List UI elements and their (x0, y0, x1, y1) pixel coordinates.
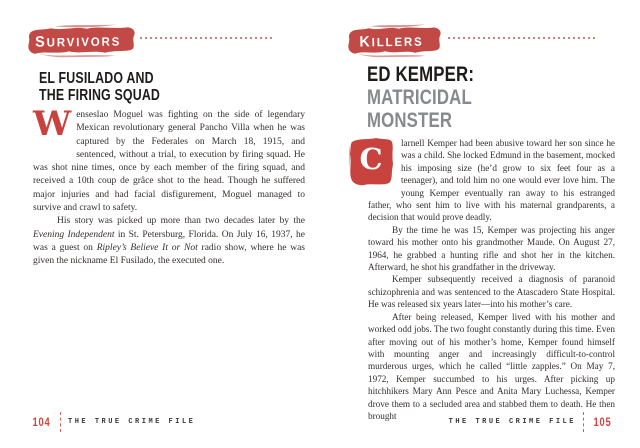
article-title-line1: ED KEMPER: (367, 63, 475, 86)
page-footer (449, 410, 614, 434)
section-label: SURVIVORS (35, 33, 122, 51)
article-title-line2: MATRICIDAL (367, 86, 472, 109)
paragraph (359, 137, 615, 224)
paragraph (368, 311, 615, 423)
article-title-line2: THE FIRING SQUAD (39, 87, 161, 104)
page-right (320, 0, 640, 448)
page-number: 104 (32, 415, 51, 429)
paragraph-text: radio show, where he was given the nickname El Fusilado, the executed one. (33, 242, 306, 267)
article-title-line3: MONSTER (367, 109, 453, 132)
paragraph (33, 104, 305, 215)
section-badge-killers (345, 23, 443, 57)
article-title (367, 63, 474, 132)
italic-title: Ripley’s Believe It or Not (96, 242, 198, 253)
page-footer (30, 410, 195, 434)
paragraph-text: in St. Petersburg, Florida. On July 16, 1937, he was a guest on (33, 229, 305, 253)
paragraph-text: His story was picked up more than two decades later by the (57, 216, 305, 227)
drop-cap: C (359, 142, 383, 177)
drop-cap-box (348, 136, 394, 186)
paragraph-text: Kemper subsequently received a diagnosis of paranoid schizophrenia and was sentenced to the Atascadero State Hospital. He was released six years later—into his mother’s care. (368, 274, 615, 310)
section-label: KILLERS (359, 33, 424, 51)
footer-divider (583, 412, 584, 432)
paragraph (368, 224, 615, 274)
article-body (33, 104, 306, 269)
dashed-rule (140, 37, 273, 39)
italic-title: Evening Independent (33, 229, 115, 240)
paragraph (33, 215, 305, 268)
article-title-line1: EL FUSILADO AND (39, 70, 154, 87)
footer-divider (60, 412, 61, 432)
paragraph-text: By the time he was 15, Kemper was projecting his anger toward his mother onto his grandmother Maude. On August 27, 1964, he grabbed a hunting rifle and shot her in the kitchen. Afterward, he shot his grandfather in the driveway. (368, 224, 615, 273)
drop-cap: W (33, 104, 72, 144)
dashed-rule (448, 37, 596, 39)
paragraph-text: larnell Kemper had been abusive toward her son since he was a child. She locked Edmund in the basement, mocked his imposing size (he’d grow to six feet four as a teenager), and told him no one would ever love him. The young Kemper eventually ran away to his estranged father, who sent him to live with his maternal grandparents, a decision that would prove deadly. (368, 138, 615, 223)
paragraph-text: enseslao Moguel was fighting on the side of legendary Mexican revolutionary general Pancho Villa when he was captured by the Federales on March 18, 1915, and sentenced, without a trial, to execution by firing squad. He was shot nine times, once by each member of the firing squad, and received a 10th coup de grâce shot to the head. Though he suffered major injuries and had facial disfigurement, Moguel managed to survive and crawl to safety. (33, 110, 305, 214)
book-title: THE TRUE CRIME FILE (68, 418, 196, 426)
book-title: THE TRUE CRIME FILE (448, 418, 576, 426)
page-number: 105 (593, 415, 612, 429)
section-badge-survivors (25, 23, 137, 58)
article-body (359, 137, 615, 422)
article-title (39, 70, 160, 104)
paragraph (368, 273, 615, 310)
paragraph-text: After being released, Kemper lived with his mother and worked odd jobs. The two fought constantly during this time. Even after moving out of his mother’s home, Kemper found himself with mounting anger and increasingly difficult-to-control murderous urges, which he called “little zapples.” On May 7, 1972, Kemper succumbed to his urges. After picking up hitchhikers Mary Ann Pesce and Anita Mary Luchessa, Kemper drove them to a secluded area and stabbed them to death. He then brought (368, 311, 615, 421)
